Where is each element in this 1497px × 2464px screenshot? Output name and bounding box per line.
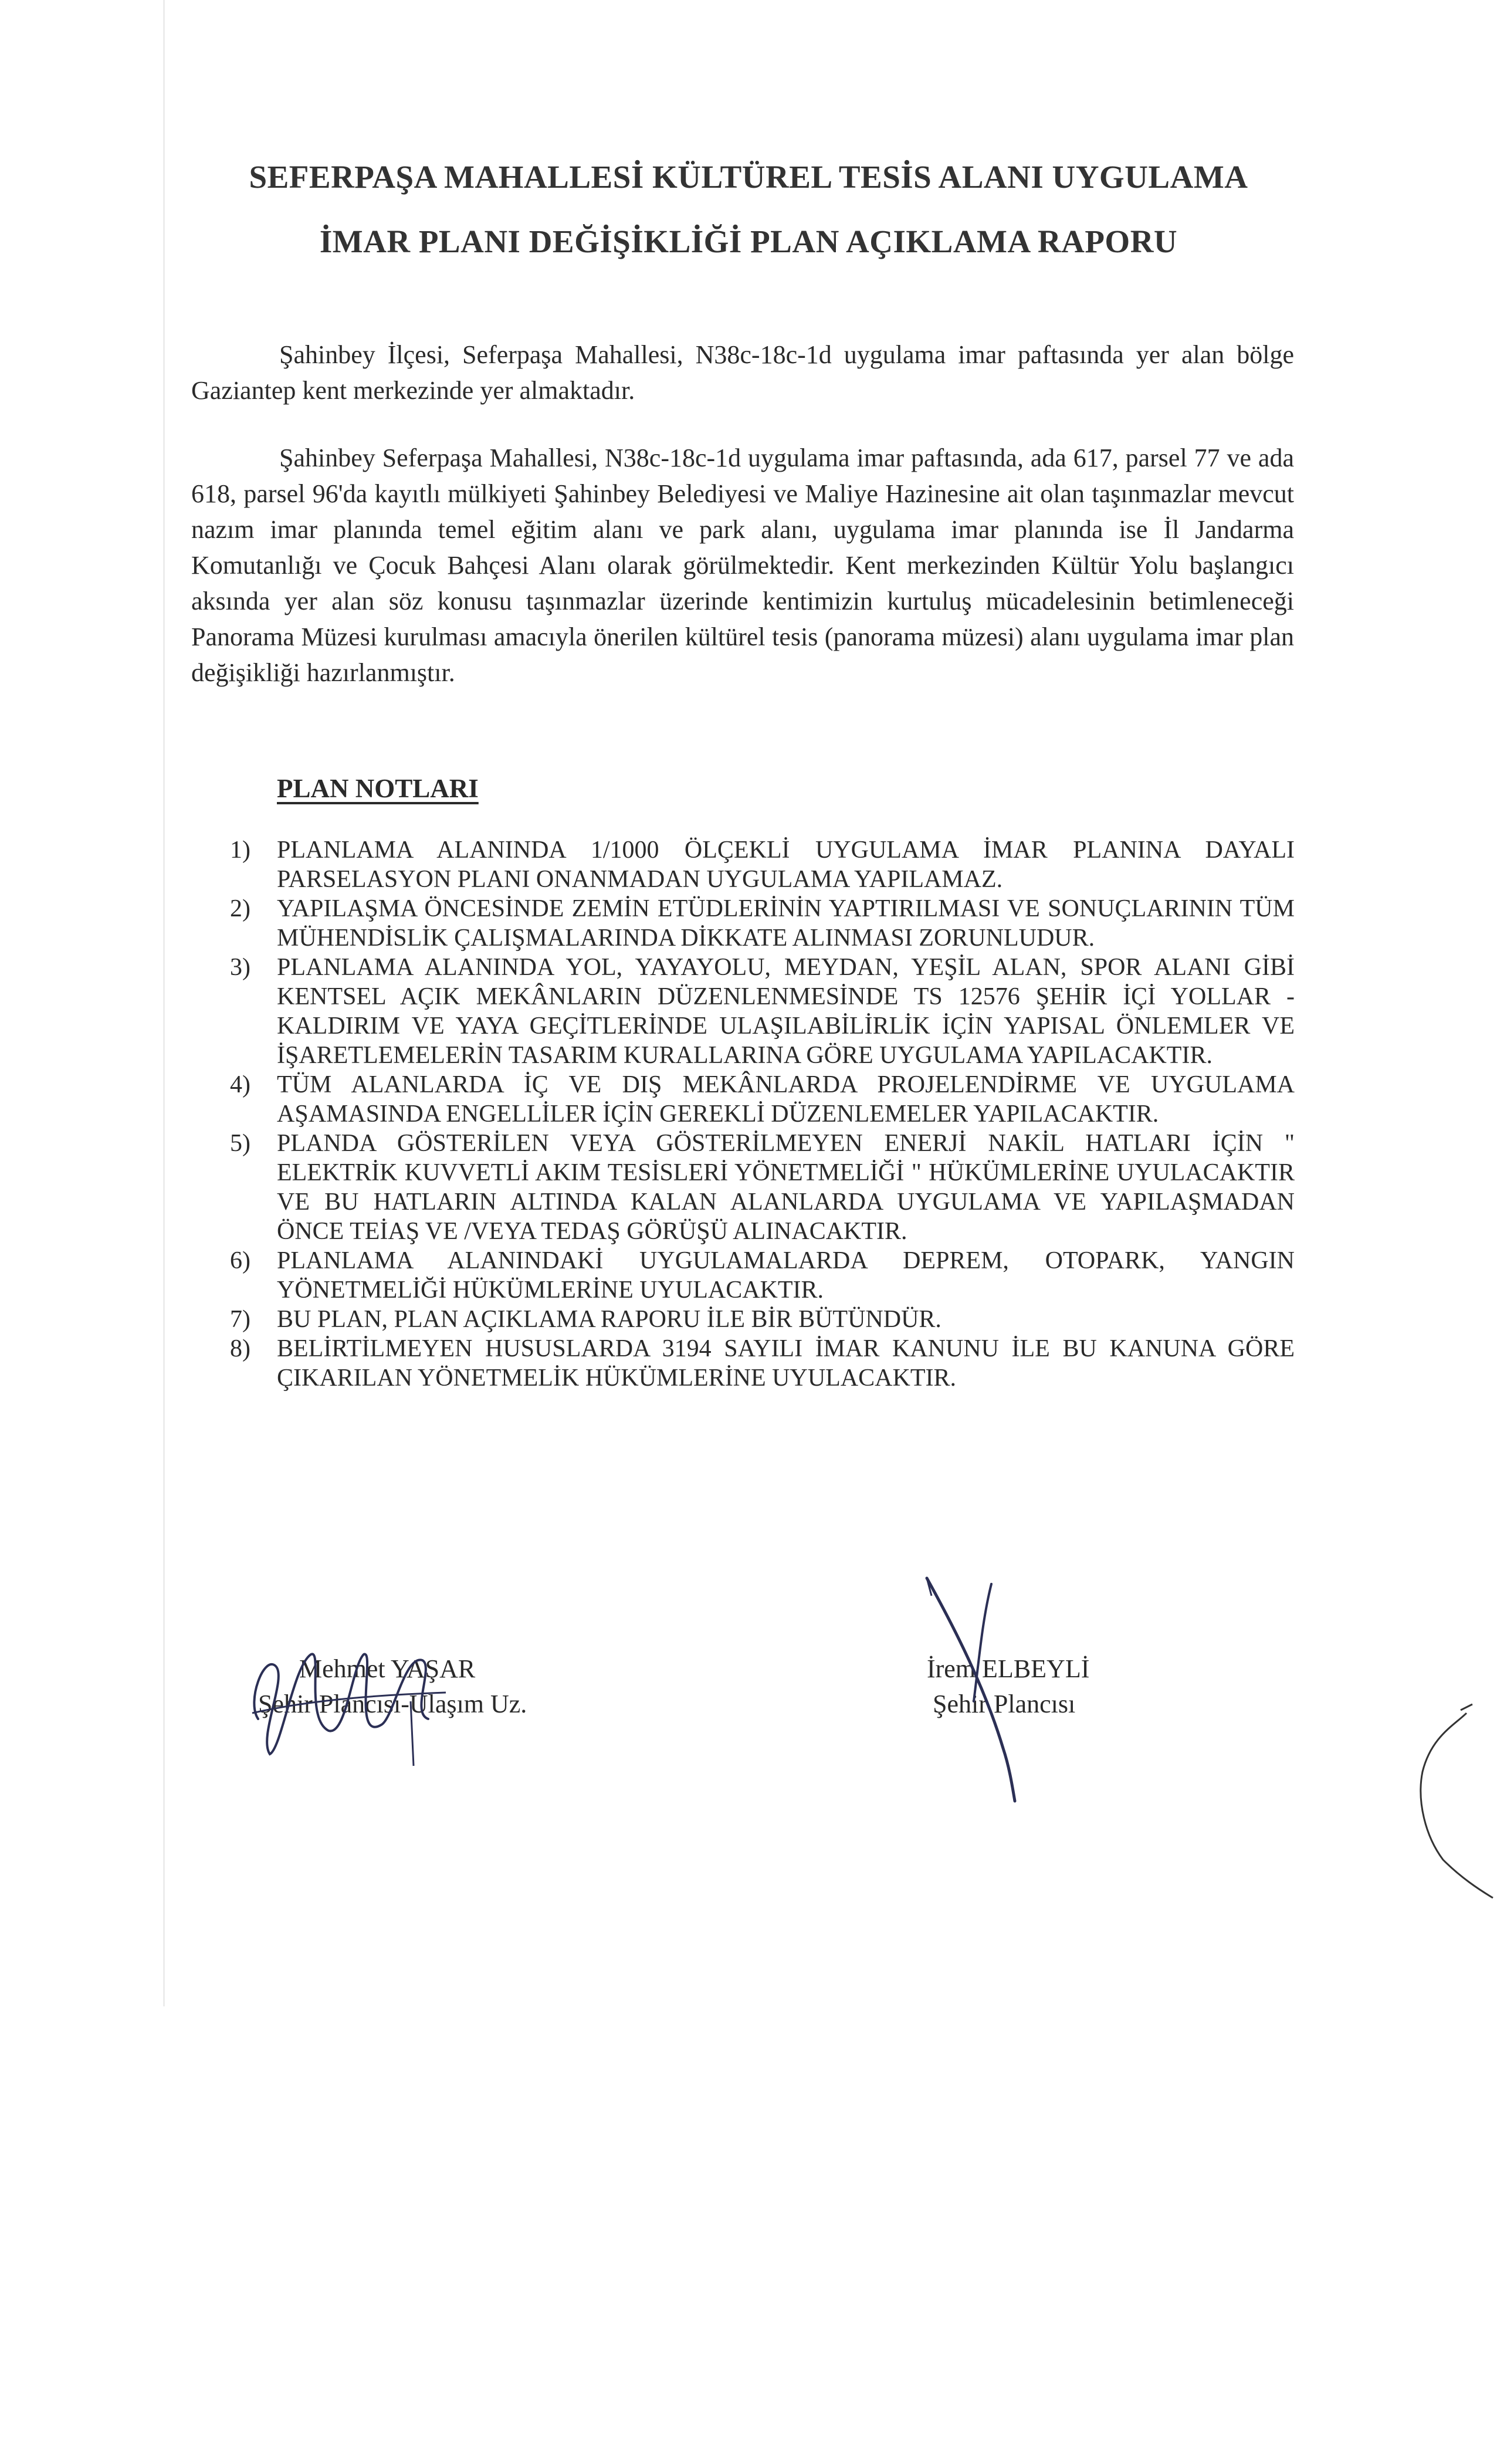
plan-note-number: 4) — [230, 1071, 250, 1098]
plan-note — [230, 1129, 1295, 1246]
plan-note-text: PLANLAMA ALANINDAKİ UYGULAMALARDA DEPREM, OTOPARK, YANGIN YÖNETMELİĞİ HÜKÜMLERİNE UYULACAKTIR. — [277, 1247, 1295, 1304]
signatory-name: İrem ELBEYLİ — [927, 1654, 1090, 1683]
plan-notes-heading: PLAN NOTLARI — [277, 774, 479, 803]
description-paragraph-text: Şahinbey Seferpaşa Mahallesi, N38c-18c-1d uygulama imar paftasında, ada 617, parsel 77 ve ada 618, parsel 96'da kayıtlı mülkiyeti Şahinbey Belediyesi ve Maliye Hazinesine ait olan taşınmazlar mevcut nazım imar planında temel eğitim alanı ve park alanı, uygulama imar planında ise İl Jandarma Komutanlığı ve Çocuk Bahçesi Alanı olarak görülmektedir. Kent merkezinden Kültür Yolu başlangıcı aksında yer alan söz konusu taşınmazlar üzerinde kentimizin kurtuluş mücadelesinin betimleneceği Panorama Müzesi kurulması amacıyla önerilen kültürel tesis (panorama müzesi) alanı uygulama imar plan değişikliği hazırlanmıştır. — [191, 444, 1294, 687]
plan-note-number: 7) — [230, 1306, 250, 1333]
document-title-line1: SEFERPAŞA MAHALLESİ KÜLTÜREL TESİS ALANI UYGULAMA — [249, 159, 1248, 195]
plan-note-text: YAPILAŞMA ÖNCESİNDE ZEMİN ETÜDLERİNİN YAPTIRILMASI VE SONUÇLARININ TÜM MÜHENDİSLİK ÇALIŞMALARINDA DİKKATE ALINMASI ZORUNLUDUR. — [277, 895, 1295, 952]
plan-note-text: PLANDA GÖSTERİLEN VEYA GÖSTERİLMEYEN ENERJİ NAKİL HATLARI İÇİN " ELEKTRİK KUVVETLİ AKIM TESİSLERİ YÖNETMELİĞİ " HÜKÜMLERİNE UYULACAKTIR VE BU HATLARIN ALTINDA KALAN ALANLARDA UYGULAMA VE YAPILAŞMADAN ÖNCE TEİAŞ VE /VEYA TEDAŞ GÖRÜŞÜ ALINACAKTIR. — [277, 1130, 1295, 1245]
plan-note-number: 2) — [230, 895, 250, 922]
document-title-line2: İMAR PLANI DEĞİŞİKLİĞİ PLAN AÇIKLAMA RAPORU — [319, 224, 1178, 259]
margin-mark — [1396, 1701, 1496, 1901]
plan-note — [230, 1305, 1295, 1334]
intro-paragraph-text: Şahinbey İlçesi, Seferpaşa Mahallesi, N38c-18c-1d uygulama imar paftasında yer alan bölge Gaziantep kent merkezinde yer almaktadır. — [191, 340, 1294, 405]
handwritten-signature-right — [903, 1572, 1068, 1807]
handwritten-signature-left — [235, 1631, 481, 1766]
plan-note-text: BELİRTİLMEYEN HUSUSLARDA 3194 SAYILI İMAR KANUNU İLE BU KANUNA GÖRE ÇIKARILAN YÖNETMELİK HÜKÜMLERİNE UYULACAKTIR. — [277, 1335, 1295, 1392]
plan-note-text: PLANLAMA ALANINDA YOL, YAYAYOLU, MEYDAN, YEŞİL ALAN, SPOR ALANI GİBİ KENTSEL AÇIK MEKÂNLARIN DÜZENLENMESİNDE TS 12576 ŞEHİR İÇİ YOLLAR - KALDIRIM VE YAYA GEÇİTLERİNDE ULAŞILABİLİRLİK İÇİN YAPISAL ÖNLEMLER VE İŞARETLEMELERİN TASARIM KURALLARINA GÖRE UYGULAMA YAPILACAKTIR. — [277, 954, 1295, 1069]
plan-note-text: TÜM ALANLARDA İÇ VE DIŞ MEKÂNLARDA PROJELENDİRME VE UYGULAMA AŞAMASINDA ENGELLİLER İÇİN GEREKLİ DÜZENLEMELER YAPILACAKTIR. — [277, 1071, 1295, 1128]
page-edge-line — [163, 0, 165, 2006]
intro-paragraph — [191, 337, 1294, 408]
plan-note — [230, 894, 1295, 953]
plan-note — [230, 1334, 1295, 1393]
plan-note-number: 3) — [230, 954, 250, 981]
plan-note-number: 6) — [230, 1247, 250, 1274]
plan-note-number: 1) — [230, 837, 250, 864]
plan-note — [230, 1246, 1295, 1305]
plan-note-number: 8) — [230, 1335, 250, 1362]
plan-note — [230, 835, 1295, 894]
plan-notes-list — [230, 835, 1295, 1393]
plan-note — [230, 1070, 1295, 1129]
plan-note-text: BU PLAN, PLAN AÇIKLAMA RAPORU İLE BİR BÜTÜNDÜR. — [277, 1306, 941, 1333]
description-paragraph — [191, 440, 1294, 691]
plan-note-number: 5) — [230, 1130, 250, 1157]
signatory-title: Şehir Plancısı-Ulaşım Uz. — [258, 1690, 527, 1718]
plan-note-text: PLANLAMA ALANINDA 1/1000 ÖLÇEKLİ UYGULAMA İMAR PLANINA DAYALI PARSELASYON PLANI ONANMADAN UYGULAMA YAPILAMAZ. — [277, 837, 1295, 893]
signatory-title: Şehir Plancısı — [933, 1690, 1076, 1718]
signatory-name: Mehmet YAŞAR — [299, 1654, 476, 1683]
plan-note — [230, 953, 1295, 1070]
